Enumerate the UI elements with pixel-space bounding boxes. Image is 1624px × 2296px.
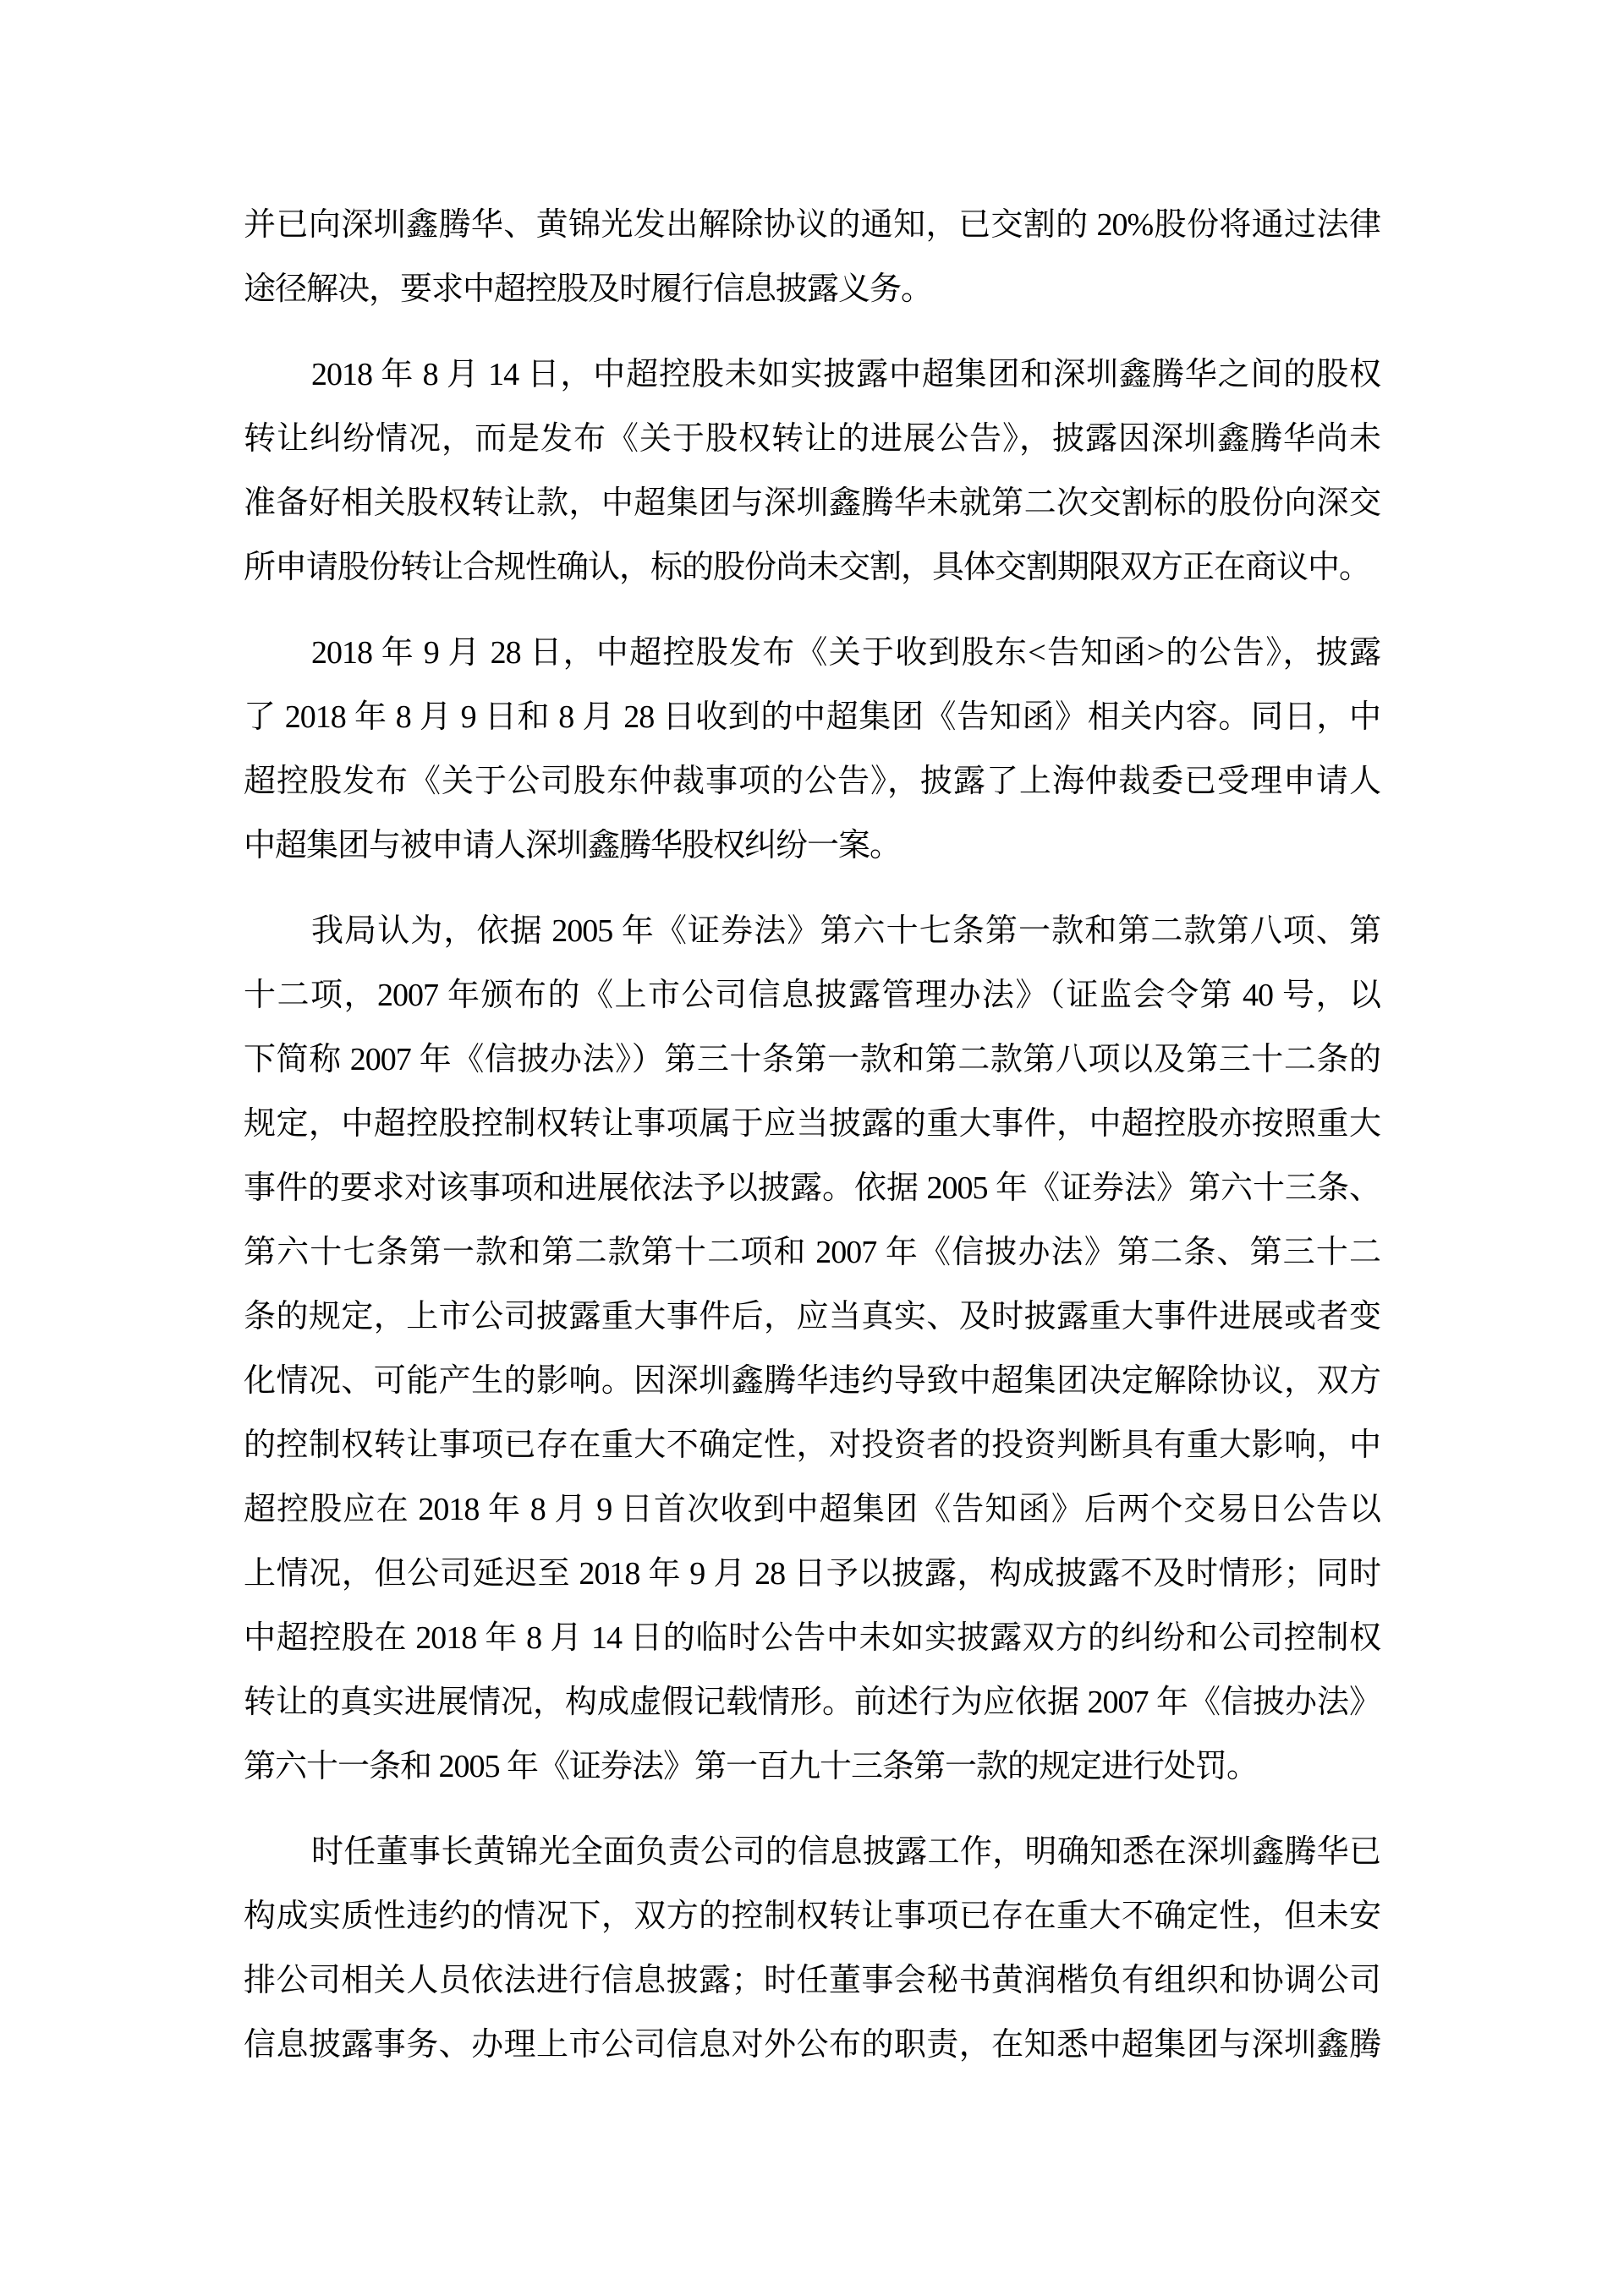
paragraph-continuation	[244, 193, 1380, 321]
paragraph-line: 途径解决，要求中超控股及时履行信息披露义务。	[244, 271, 933, 307]
paragraph-line: 转让的真实进展情况，构成虚假记载情形。前述行为应依据 2007 年《信披办法》	[244, 1685, 1380, 1720]
paragraph-line: 排公司相关人员依法进行信息披露；时任董事会秘书黄润楷负有组织和协调公司	[244, 1963, 1380, 1998]
paragraph-line: 信息披露事务、办理上市公司信息对外公布的职责，在知悉中超集团与深圳鑫腾	[244, 2027, 1380, 2063]
paragraph-line: 事件的要求对该事项和进展依法予以披露。依据 2005 年《证券法》第六十三条、	[244, 1170, 1380, 1206]
paragraph-2018-08-14	[244, 342, 1380, 600]
paragraph-line: 所申请股份转让合规性确认，标的股份尚未交割，具体交割期限双方正在商议中。	[244, 550, 1371, 585]
paragraph-line: 十二项，2007 年颁布的《上市公司信息披露管理办法》（证监会令第 40 号，以	[244, 978, 1380, 1013]
paragraph-line: 超控股应在 2018 年 8 月 9 日首次收到中超集团《告知函》后两个交易日公告以	[244, 1492, 1380, 1527]
paragraph-line: 上情况，但公司延迟至 2018 年 9 月 28 日予以披露，构成披露不及时情形；同时	[244, 1556, 1380, 1592]
paragraph-line: 化情况、可能产生的影响。因深圳鑫腾华违约导致中超集团决定解除协议，双方	[244, 1363, 1380, 1399]
paragraph-line: 转让纠纷情况，而是发布《关于股权转让的进展公告》，披露因深圳鑫腾华尚未	[244, 421, 1380, 457]
paragraph-line: 我局认为，依据 2005 年《证券法》第六十七条第一款和第二款第八项、第	[311, 913, 1380, 949]
paragraph-regulator-opinion	[244, 899, 1380, 1799]
paragraph-line: 条的规定，上市公司披露重大事件后，应当真实、及时披露重大事件进展或者变	[244, 1299, 1380, 1334]
paragraph-line: 并已向深圳鑫腾华、黄锦光发出解除协议的通知，已交割的 20%股份将通过法律	[244, 207, 1380, 243]
paragraph-line: 的控制权转让事项已存在重大不确定性，对投资者的投资判断具有重大影响，中	[244, 1427, 1380, 1463]
paragraph-line: 下简称 2007 年《信披办法》）第三十条第一款和第二款第八项以及第三十二条的	[244, 1042, 1380, 1077]
paragraph-line: 中超控股在 2018 年 8 月 14 日的临时公告中未如实披露双方的纠纷和公司控制权	[244, 1620, 1380, 1656]
paragraph-line: 超控股发布《关于公司股东仲裁事项的公告》，披露了上海仲裁委已受理申请人	[244, 764, 1380, 799]
paragraph-line: 时任董事长黄锦光全面负责公司的信息披露工作，明确知悉在深圳鑫腾华已	[311, 1834, 1380, 1870]
paragraph-line: 中超集团与被申请人深圳鑫腾华股权纠纷一案。	[244, 828, 902, 863]
paragraph-line: 了 2018 年 8 月 9 日和 8 月 28 日收到的中超集团《告知函》相关内容。同日，中	[244, 699, 1380, 735]
paragraph-line: 第六十七条第一款和第二款第十二项和 2007 年《信披办法》第二条、第三十二	[244, 1235, 1380, 1270]
paragraph-line: 2018 年 8 月 14 日，中超控股未如实披露中超集团和深圳鑫腾华之间的股权	[311, 357, 1380, 392]
paragraph-line: 规定，中超控股控制权转让事项属于应当披露的重大事件，中超控股亦按照重大	[244, 1106, 1380, 1142]
paragraph-line: 构成实质性违约的情况下，双方的控制权转让事项已存在重大不确定性，但未安	[244, 1899, 1380, 1934]
paragraph-responsible-persons	[244, 1820, 1380, 2077]
document-text-block	[244, 193, 1380, 2077]
paragraph-2018-09-28	[244, 621, 1380, 878]
paragraph-line: 第六十一条和 2005 年《证券法》第一百九十三条第一款的规定进行处罚。	[244, 1749, 1259, 1784]
paragraph-line: 2018 年 9 月 28 日，中超控股发布《关于收到股东<告知函>的公告》，披露	[311, 635, 1380, 671]
paragraph-line: 准备好相关股权转让款，中超集团与深圳鑫腾华未就第二次交割标的股份向深交	[244, 485, 1380, 521]
